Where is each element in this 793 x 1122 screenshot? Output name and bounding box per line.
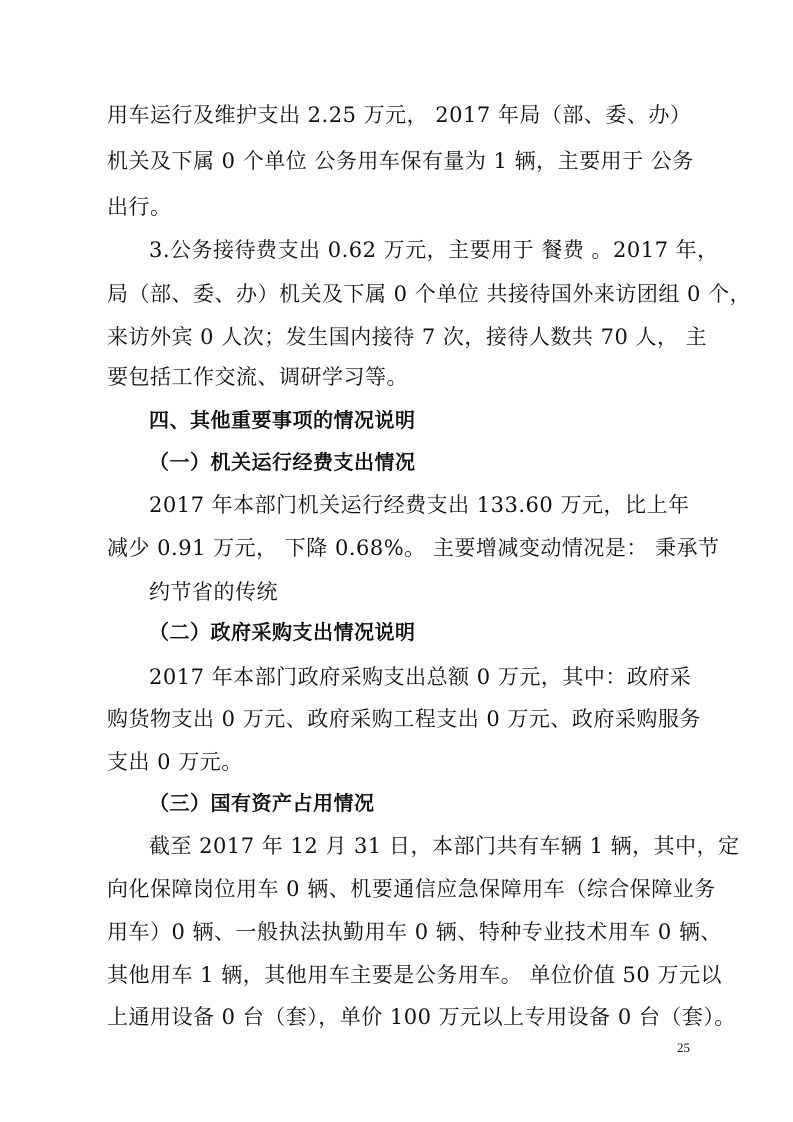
paragraph-line-14: 截至 2017 年 12 月 31 日，本部门共有车辆 1 辆，其中，定 (149, 834, 740, 858)
paragraph-line-18: 上通用设备 0 台（套），单价 100 万元以上专用设备 0 台（套）。 (107, 1005, 736, 1029)
paragraph-line-8: 2017 年本部门机关运行经费支出 133.60 万元，比上年 (149, 493, 690, 517)
paragraph-line-12: 购货物支出 0 万元、政府采购工程支出 0 万元、政府采购服务 (107, 707, 701, 731)
section-heading-4: 四、其他重要事项的情况说明 (149, 408, 416, 432)
subsection-heading-3: （三）国有资产占用情况 (149, 791, 375, 815)
paragraph-line-2: 机关及下属 0 个单位 公务用车保有量为 1 辆，主要用于 公务 (107, 149, 694, 173)
subsection-heading-1: （一）机关运行经费支出情况 (149, 450, 416, 474)
subsection-heading-2: （二）政府采购支出情况说明 (149, 620, 416, 644)
paragraph-line-5: 局（部、委、办）机关及下属 0 个单位 共接待国外来访团组 0 个， (107, 282, 752, 306)
paragraph-line-17: 其他用车 1 辆，其他用车主要是公务用车。 单位价值 50 万元以 (107, 963, 722, 987)
paragraph-line-4: 3.公务接待费支出 0.62 万元，主要用于 餐费 。2017 年， (149, 238, 719, 262)
paragraph-line-10: 约节省的传统 (149, 580, 278, 604)
paragraph-line-13: 支出 0 万元。 (107, 750, 243, 774)
paragraph-line-6: 来访外宾 0 人次；发生国内接待 7 次，接待人数共 70 人， 主 (107, 325, 708, 349)
paragraph-line-9: 减少 0.91 万元， 下降 0.68%。 主要增减变动情况是： 秉承节 (107, 536, 720, 560)
paragraph-line-7: 要包括工作交流、调研学习等。 (107, 365, 408, 389)
page-number: 25 (677, 1040, 690, 1055)
paragraph-line-11: 2017 年本部门政府采购支出总额 0 万元，其中：政府采 (149, 665, 692, 689)
paragraph-line-1: 用车运行及维护支出 2.25 万元， 2017 年局（部、委、办） (107, 103, 692, 127)
paragraph-line-16: 用车）0 辆、一般执法执勤用车 0 辆、特种专业技术用车 0 辆、 (107, 920, 722, 944)
paragraph-line-3: 出行。 (107, 195, 172, 219)
paragraph-line-15: 向化保障岗位用车 0 辆、机要通信应急保障用车（综合保障业务 (107, 877, 716, 901)
